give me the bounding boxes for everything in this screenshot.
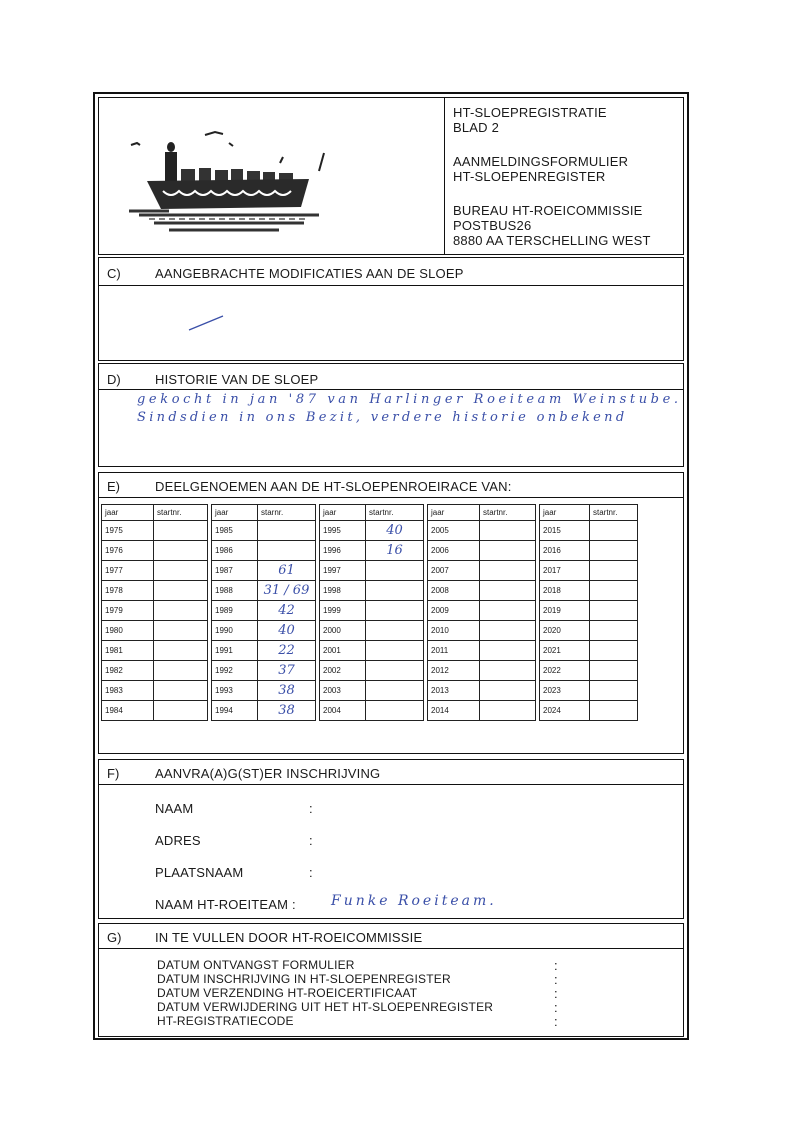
section-c-title: AANGEBRACHTE MODIFICATIES AAN DE SLOEP	[155, 266, 464, 281]
year-cell: 2020	[540, 621, 590, 641]
year-cell: 1988	[212, 581, 258, 601]
header-address: 8880 AA TERSCHELLING WEST	[453, 233, 651, 248]
section-g	[98, 923, 684, 1037]
registration-date-label: DATUM INSCHRIJVING IN HT-SLOEPENREGISTER	[157, 972, 451, 986]
year-cell: 1983	[102, 681, 154, 701]
address-label: ADRES	[155, 833, 201, 848]
section-c	[98, 257, 684, 361]
table-row	[102, 581, 638, 601]
start-number-cell[interactable]	[366, 561, 424, 581]
participation-table	[101, 504, 638, 721]
year-cell: 1998	[320, 581, 366, 601]
table-row	[102, 601, 638, 621]
year-cell: 2016	[540, 541, 590, 561]
start-number-cell[interactable]	[366, 621, 424, 641]
year-cell: 2024	[540, 701, 590, 721]
year-cell: 2009	[428, 601, 480, 621]
table-header-row	[102, 505, 638, 521]
year-cell: 1981	[102, 641, 154, 661]
registration-code-label: HT-REGISTRATIECODE	[157, 1014, 294, 1028]
start-number-cell[interactable]: 22	[258, 641, 316, 661]
section-c-letter: C)	[107, 266, 121, 281]
history-line-2: Sindsdien in ons Bezit, verdere historie onbekend	[137, 410, 628, 425]
year-cell: 1975	[102, 521, 154, 541]
start-number-cell[interactable]: 16	[366, 541, 424, 561]
year-cell: 1997	[320, 561, 366, 581]
start-number-cell[interactable]	[154, 561, 208, 581]
registration-date-colon: :	[554, 972, 558, 987]
registration-form	[93, 92, 689, 1040]
col-header-year: jaar	[212, 505, 258, 521]
year-cell: 2010	[428, 621, 480, 641]
year-cell: 2023	[540, 681, 590, 701]
year-cell: 2008	[428, 581, 480, 601]
header-postbus: POSTBUS26	[453, 218, 532, 233]
header-register: HT-SLOEPENREGISTER	[453, 169, 606, 184]
year-cell: 2003	[320, 681, 366, 701]
year-cell: 2012	[428, 661, 480, 681]
table-row	[102, 681, 638, 701]
rowing-boat-logo	[109, 113, 339, 243]
header-divider	[444, 98, 445, 254]
start-number-cell[interactable]: 38	[258, 681, 316, 701]
year-cell: 2018	[540, 581, 590, 601]
start-number-cell[interactable]	[366, 681, 424, 701]
section-f	[98, 759, 684, 919]
team-name-value: Funke Roeiteam.	[331, 893, 497, 909]
start-number-cell[interactable]: 38	[258, 701, 316, 721]
start-number-cell[interactable]	[258, 521, 316, 541]
col-header-start: startnr.	[590, 505, 638, 521]
pen-stroke-mark	[187, 314, 237, 334]
start-number-cell[interactable]	[366, 601, 424, 621]
year-cell: 1987	[212, 561, 258, 581]
year-cell: 2021	[540, 641, 590, 661]
start-number-cell[interactable]	[480, 541, 536, 561]
start-number-cell[interactable]: 40	[366, 521, 424, 541]
received-date-colon: :	[554, 958, 558, 973]
start-number-cell[interactable]: 31 / 69	[258, 581, 316, 601]
start-number-cell[interactable]	[366, 701, 424, 721]
year-cell: 2002	[320, 661, 366, 681]
start-number-cell[interactable]	[154, 601, 208, 621]
table-row	[102, 661, 638, 681]
start-number-cell[interactable]	[480, 621, 536, 641]
start-number-cell[interactable]	[590, 681, 638, 701]
start-number-cell[interactable]	[480, 701, 536, 721]
name-label: NAAM	[155, 801, 194, 816]
start-number-cell[interactable]	[590, 521, 638, 541]
col-header-start: startnr.	[480, 505, 536, 521]
start-number-cell[interactable]	[154, 541, 208, 561]
col-header-start: starnr.	[258, 505, 316, 521]
start-number-cell[interactable]	[480, 561, 536, 581]
start-number-cell[interactable]	[154, 661, 208, 681]
certificate-date-label: DATUM VERZENDING HT-ROEICERTIFICAAT	[157, 986, 418, 1000]
year-cell: 1991	[212, 641, 258, 661]
year-cell: 1999	[320, 601, 366, 621]
year-cell: 1976	[102, 541, 154, 561]
start-number-cell[interactable]	[590, 581, 638, 601]
start-number-cell[interactable]	[590, 561, 638, 581]
participation-table-wrap	[101, 504, 687, 754]
year-cell: 1993	[212, 681, 258, 701]
year-cell: 1978	[102, 581, 154, 601]
section-e-title: DEELGENOEMEN AAN DE HT-SLOEPENROEIRACE VAN:	[155, 479, 512, 494]
section-g-letter: G)	[107, 930, 122, 945]
year-cell: 1989	[212, 601, 258, 621]
start-number-cell[interactable]	[154, 701, 208, 721]
start-number-cell[interactable]	[480, 681, 536, 701]
year-cell: 2014	[428, 701, 480, 721]
start-number-cell[interactable]	[590, 641, 638, 661]
year-cell: 2004	[320, 701, 366, 721]
section-d-letter: D)	[107, 372, 121, 387]
year-cell: 2017	[540, 561, 590, 581]
year-cell: 1994	[212, 701, 258, 721]
year-cell: 1984	[102, 701, 154, 721]
start-number-cell[interactable]	[590, 541, 638, 561]
col-header-start: startnr.	[366, 505, 424, 521]
header-sheet: BLAD 2	[453, 120, 500, 135]
start-number-cell[interactable]	[154, 641, 208, 661]
start-number-cell[interactable]: 40	[258, 621, 316, 641]
start-number-cell[interactable]: 61	[258, 561, 316, 581]
name-colon: :	[309, 801, 313, 816]
header-title: HT-SLOEPREGISTRATIE	[453, 105, 607, 120]
section-e	[98, 472, 684, 754]
table-row	[102, 621, 638, 641]
address-colon: :	[309, 833, 313, 848]
year-cell: 2000	[320, 621, 366, 641]
year-cell: 2001	[320, 641, 366, 661]
table-row	[102, 641, 638, 661]
section-f-title: AANVRA(A)G(ST)ER INSCHRIJVING	[155, 766, 381, 781]
start-number-cell[interactable]	[590, 601, 638, 621]
year-cell: 1996	[320, 541, 366, 561]
year-cell: 1985	[212, 521, 258, 541]
year-cell: 2015	[540, 521, 590, 541]
start-number-cell[interactable]	[154, 581, 208, 601]
section-d	[98, 363, 684, 467]
year-cell: 1986	[212, 541, 258, 561]
year-cell: 2013	[428, 681, 480, 701]
table-row	[102, 541, 638, 561]
city-colon: :	[309, 865, 313, 880]
year-cell: 1982	[102, 661, 154, 681]
year-cell: 2022	[540, 661, 590, 681]
team-label: NAAM HT-ROEITEAM :	[155, 897, 296, 912]
year-cell: 1990	[212, 621, 258, 641]
col-header-start: startnr.	[154, 505, 208, 521]
start-number-cell[interactable]	[480, 601, 536, 621]
start-number-cell[interactable]: 37	[258, 661, 316, 681]
start-number-cell[interactable]	[590, 661, 638, 681]
start-number-cell[interactable]	[154, 621, 208, 641]
city-label: PLAATSNAAM	[155, 865, 244, 880]
section-f-letter: F)	[107, 766, 120, 781]
start-number-cell[interactable]	[366, 581, 424, 601]
start-number-cell[interactable]: 42	[258, 601, 316, 621]
table-row	[102, 521, 638, 541]
section-d-title: HISTORIE VAN DE SLOEP	[155, 372, 319, 387]
year-cell: 2005	[428, 521, 480, 541]
removal-date-colon: :	[554, 1000, 558, 1015]
table-row	[102, 561, 638, 581]
start-number-cell[interactable]	[258, 541, 316, 561]
year-cell: 2007	[428, 561, 480, 581]
col-header-year: jaar	[320, 505, 366, 521]
year-cell: 1980	[102, 621, 154, 641]
header-form-name: AANMELDINGSFORMULIER	[453, 154, 629, 169]
year-cell: 2019	[540, 601, 590, 621]
section-e-letter: E)	[107, 479, 120, 494]
header-bureau: BUREAU HT-ROEICOMMISSIE	[453, 203, 643, 218]
start-number-cell[interactable]	[366, 661, 424, 681]
year-cell: 1995	[320, 521, 366, 541]
year-cell: 1992	[212, 661, 258, 681]
certificate-date-colon: :	[554, 986, 558, 1001]
header-box	[98, 97, 684, 255]
start-number-cell[interactable]	[480, 641, 536, 661]
history-line-1: gekocht in jan '87 van Harlinger Roeiteam Weinstube.	[137, 392, 682, 407]
section-g-title: IN TE VULLEN DOOR HT-ROEICOMMISSIE	[155, 930, 423, 945]
registration-code-colon: :	[554, 1014, 558, 1029]
year-cell: 1977	[102, 561, 154, 581]
table-row	[102, 701, 638, 721]
year-cell: 2011	[428, 641, 480, 661]
year-cell: 1979	[102, 601, 154, 621]
start-number-cell[interactable]	[480, 661, 536, 681]
start-number-cell[interactable]	[154, 521, 208, 541]
removal-date-label: DATUM VERWIJDERING UIT HET HT-SLOEPENREGISTER	[157, 1000, 494, 1014]
col-header-year: jaar	[428, 505, 480, 521]
start-number-cell[interactable]	[590, 701, 638, 721]
start-number-cell[interactable]	[154, 681, 208, 701]
col-header-year: jaar	[540, 505, 590, 521]
col-header-year: jaar	[102, 505, 154, 521]
start-number-cell[interactable]	[366, 641, 424, 661]
received-date-label: DATUM ONTVANGST FORMULIER	[157, 958, 355, 972]
year-cell: 2006	[428, 541, 480, 561]
start-number-cell[interactable]	[590, 621, 638, 641]
start-number-cell[interactable]	[480, 521, 536, 541]
start-number-cell[interactable]	[480, 581, 536, 601]
